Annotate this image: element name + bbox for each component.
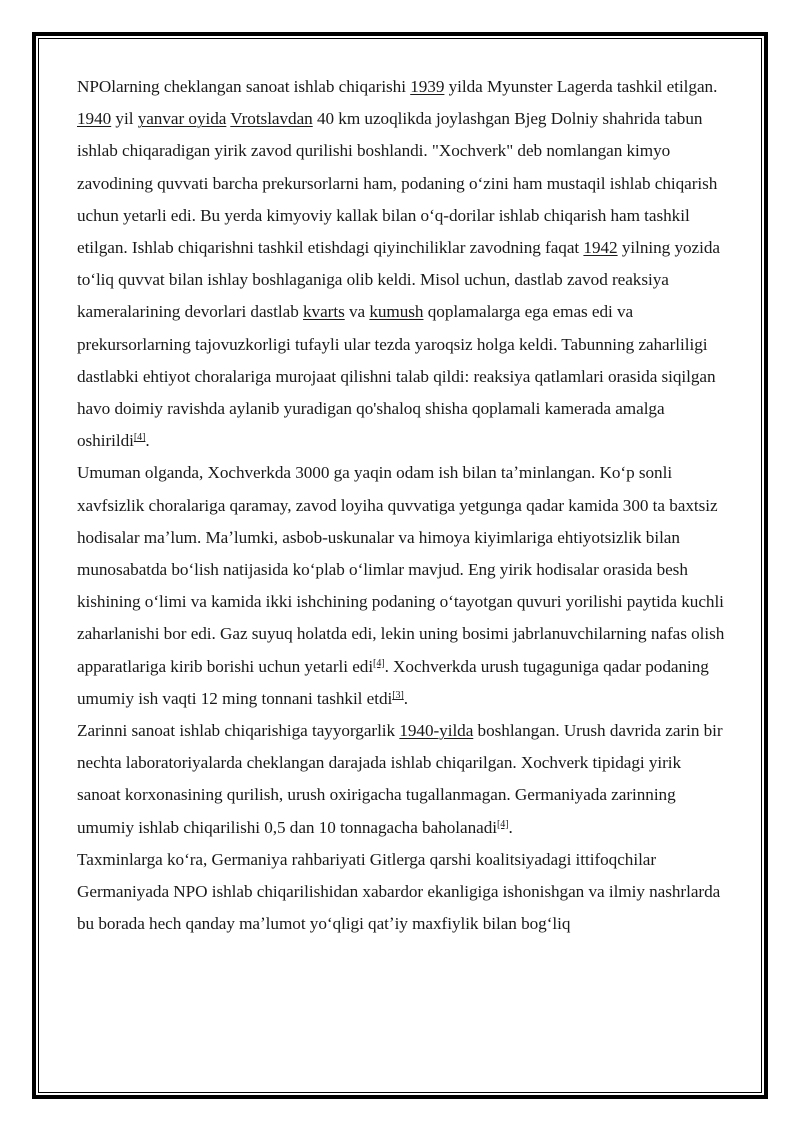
body-text: Zarinni sanoat ishlab chiqarishiga tayyorgarlik (77, 721, 400, 741)
paragraph-4 (77, 844, 725, 941)
body-text: NPOlarning cheklangan sanoat ishlab chiqarishi (77, 77, 411, 96)
wiki-link[interactable]: 1942 (583, 238, 618, 258)
paragraph-2 (77, 457, 725, 715)
wiki-link[interactable]: yanvar oyida (137, 109, 227, 129)
paragraph-1 (77, 71, 725, 457)
body-text: Umuman olganda, Xochverkda 3000 ga yaqin odam ish bilan taʼminlangan. Koʻp sonli xavfsizlik choralariga qaramay, zavod loyiha quvvatiga yetgunga qadar kamida 300 ta baxtsiz hodisalar maʼlum. Maʼlumki, asbob-uskunalar va himoya kiyimlariga ehtiyotsizlik bilan munosabatda boʻlish natijasida koʻplab oʻlimlar mavjud. Eng yirik hodisalar orasida besh kishining oʻlimi va kamida ikki ishchining podaning oʻtayotgan quvuri yorilishi paytida kuchli zaharlanishi bor edi. Gaz suyuq holatda edi, lekin uning bosimi jabrlanuvchilarning nafas olish apparatlariga kirib borishi uchun yetarli edi (77, 463, 725, 676)
wiki-link[interactable]: 1939 (410, 77, 445, 96)
wiki-link[interactable]: Vrotslavdan (230, 109, 313, 129)
body-text: 40 km uzoqlikda joylashgan Bjeg Dolniy shahrida tabun ishlab chiqaradigan yirik zavod qurilishi boshlandi. "Xochverk" deb nomlangan kimyo zavodining quvvati barcha prekursorlarni ham, podaning oʻzini ham mustaqil ishlab chiqarish uchun yetarli edi. Bu yerda kimyoviy kallak bilan oʻq-dorilar ishlab chiqarish ham tashkil etilgan. Ishlab chiqarishni tashkil etishdagi qiyinchiliklar zavodning faqat (77, 109, 718, 258)
wiki-link[interactable]: kvarts (303, 302, 345, 322)
body-text: yilning yozida toʻliq quvvat bilan ishlay boshlaganiga olib keldi. Misol uchun, dastlab zavod reaksiya kameralarining devorlari dastlab (77, 238, 720, 322)
wiki-link[interactable]: 1940 (77, 109, 112, 129)
body-text: boshlangan. Urush davrida zarin bir nechta laboratoriyalarda cheklangan darajada ishlab chiqarilgan. Xochverk tipidagi yirik sanoat korxonasining qurilish, urush oxirigacha tugallanmagan. Germaniyada zarinning umumiy ishlab chiqarilishi 0,5 dan 10 tonnagacha baholanadi (77, 721, 723, 837)
body-text: qoplamalarga ega emas edi va prekursorlarning tajovuzkorligi tufayli ular tezda yaroqsiz holga keldi. Tabunning zaharliligi dastlabki ehtiyot choralariga murojaat qilishni talab qildi: reaksiya qatlamlari orasida siqilgan havo doimiy ravishda aylanib yuradigan qo'shaloq shisha qoplamali kamerada amalga oshirildi (77, 302, 716, 451)
body-text: yilda Myunster Lagerda tashkil etilgan. (444, 77, 718, 96)
body-text: . (403, 688, 408, 708)
wiki-link[interactable]: kumush (369, 302, 424, 322)
body-text: Taxminlarga koʻra, Germaniya rahbariyati Gitlerga qarshi koalitsiyadagi ittifoqchilar Germaniyada NPO ishlab chiqarilishidan xabardor ekanligiga ishonishgan va ilmiy nashrlarda bu borada hech qanday maʼlumot yoʻqligi qatʼiy maxfiylik bilan bogʻliq (77, 849, 721, 934)
document-body (77, 71, 725, 940)
citation-link[interactable]: [4] (133, 432, 146, 444)
body-text: . Xochverkda urush tugaguniga qadar podaning umumiy ish vaqti 12 ming tonnani tashkil etdi (77, 656, 709, 708)
body-text: va (344, 302, 370, 322)
citation-link[interactable]: [4] (496, 818, 509, 830)
body-text: . (508, 817, 513, 837)
wiki-link[interactable]: 1940-yilda (399, 721, 474, 741)
paragraph-3 (77, 715, 725, 844)
citation-link[interactable]: [4] (373, 657, 385, 669)
body-text: . (145, 431, 150, 451)
citation-link[interactable]: [3] (392, 689, 404, 701)
body-text: yil (111, 109, 138, 129)
